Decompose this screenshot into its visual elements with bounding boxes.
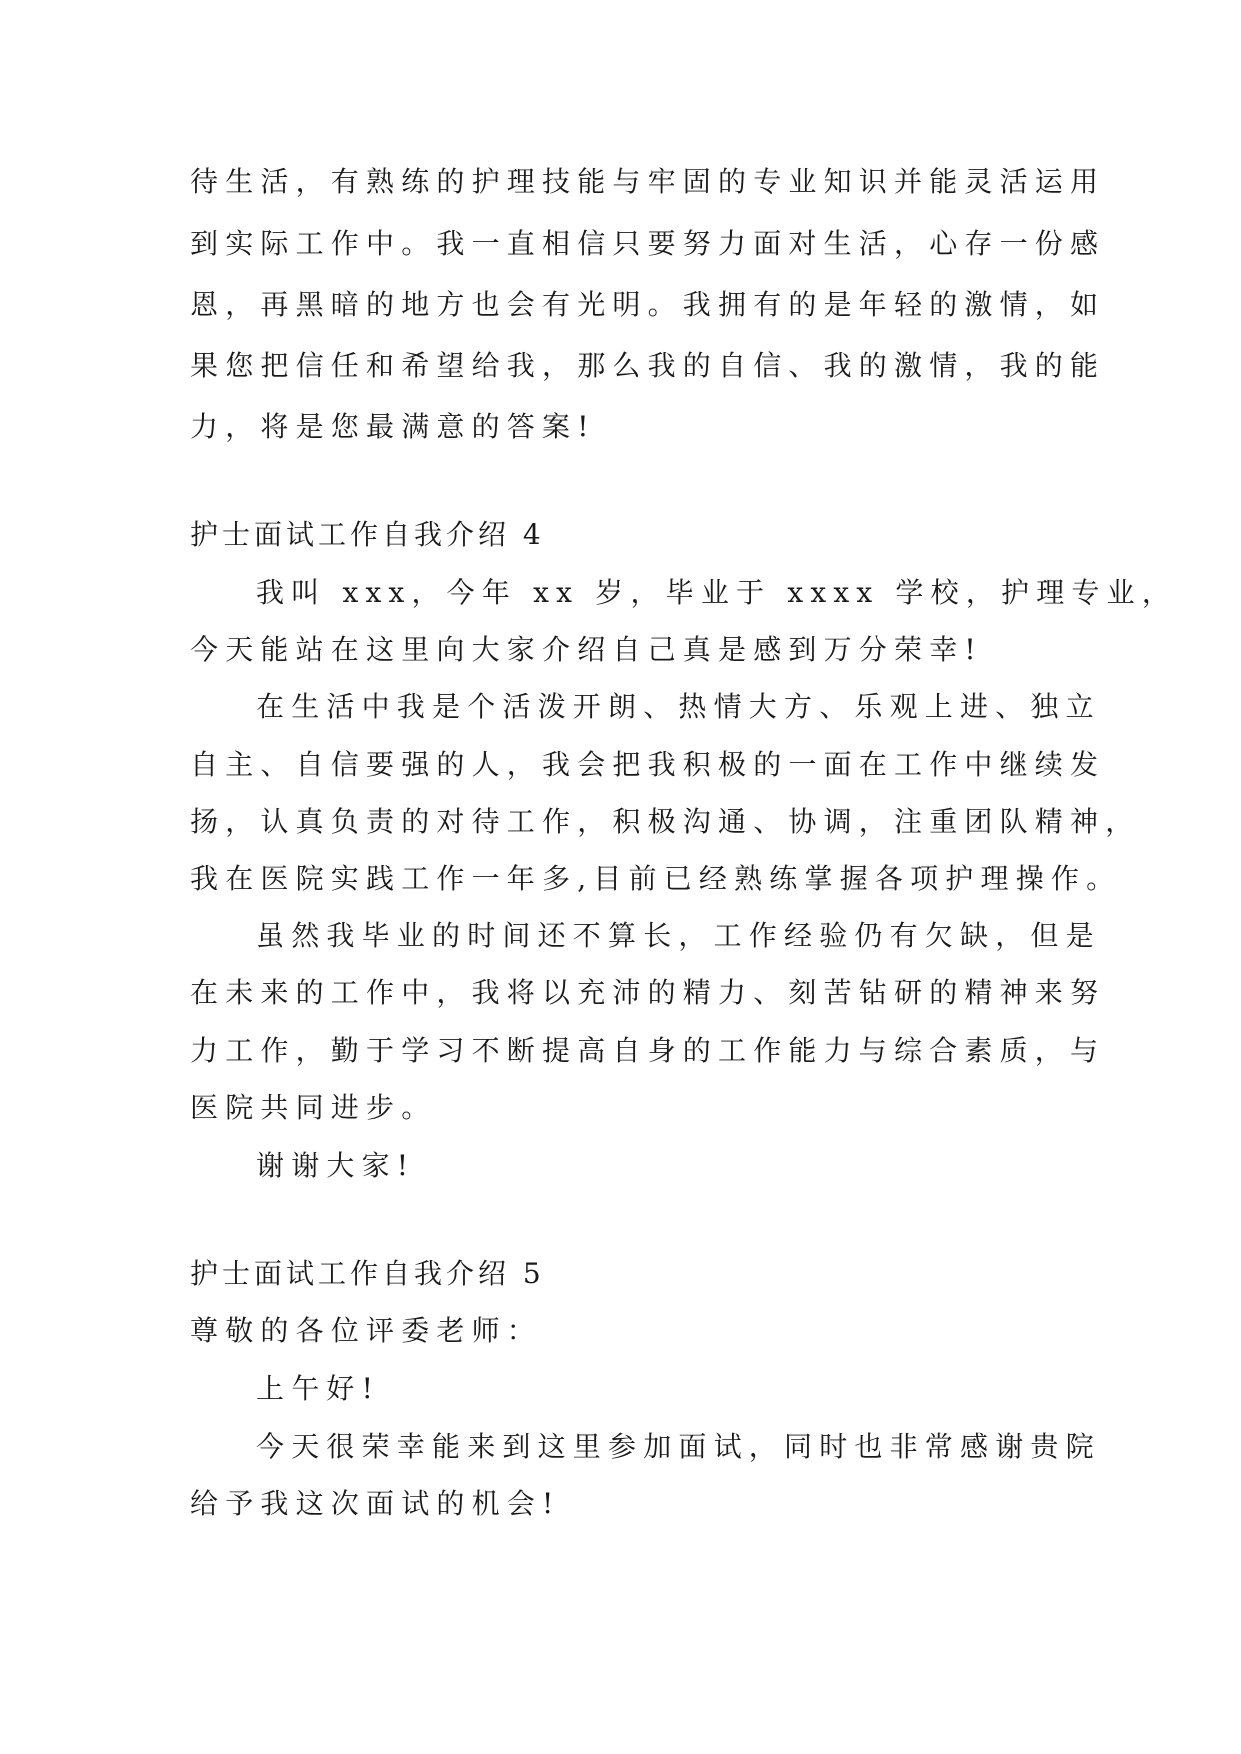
paragraph-line: 到实际工作中。我一直相信只要努力面对生活，心存一份感 (190, 227, 1106, 260)
paragraph-line: 我叫 xxx，今年 xx 岁，毕业于 xxxx 学校，护理专业， (256, 576, 1178, 609)
paragraph-line: 在未来的工作中，我将以充沛的精力、刻苦钻研的精神来努 (190, 976, 1106, 1009)
paragraph-line: 力工作，勤于学习不断提高自身的工作能力与综合素质，与 (190, 1034, 1106, 1067)
paragraph-line: 虽然我毕业的时间还不算长，工作经验仍有欠缺，但是 (256, 919, 1101, 952)
paragraph-line: 给予我这次面试的机会! (190, 1487, 561, 1520)
paragraph-line: 力，将是您最满意的答案! (190, 410, 596, 443)
paragraph-line: 今天能站在这里向大家介绍自己真是感到万分荣幸! (190, 633, 983, 666)
paragraph-line: 尊敬的各位评委老师： (190, 1314, 543, 1347)
paragraph-line: 自主、自信要强的人，我会把我积极的一面在工作中继续发 (190, 748, 1106, 781)
paragraph-line: 果您把信任和希望给我，那么我的自信、我的激情，我的能 (190, 349, 1106, 382)
paragraph-line: 扬，认真负责的对待工作，积极沟通、协调，注重团队精神， (190, 805, 1141, 838)
section-heading: 护士面试工作自我介绍 5 (190, 1257, 545, 1290)
paragraph-line: 谢谢大家! (256, 1149, 416, 1182)
paragraph-line: 在生活中我是个活泼开朗、热情大方、乐观上进、独立 (256, 690, 1101, 723)
paragraph-line: 恩，再黑暗的地方也会有光明。我拥有的是年轻的激情，如 (190, 288, 1106, 321)
paragraph-line: 上午好! (256, 1372, 381, 1405)
paragraph-line: 今天很荣幸能来到这里参加面试，同时也非常感谢贵院 (256, 1430, 1101, 1463)
paragraph-line: 我在医院实践工作一年多,目前已经熟练掌握各项护理操作。 (190, 862, 1122, 895)
paragraph-line: 待生活，有熟练的护理技能与牢固的专业知识并能灵活运用 (190, 165, 1106, 198)
paragraph-line: 医院共同进步。 (190, 1091, 437, 1124)
section-heading: 护士面试工作自我介绍 4 (190, 518, 545, 551)
